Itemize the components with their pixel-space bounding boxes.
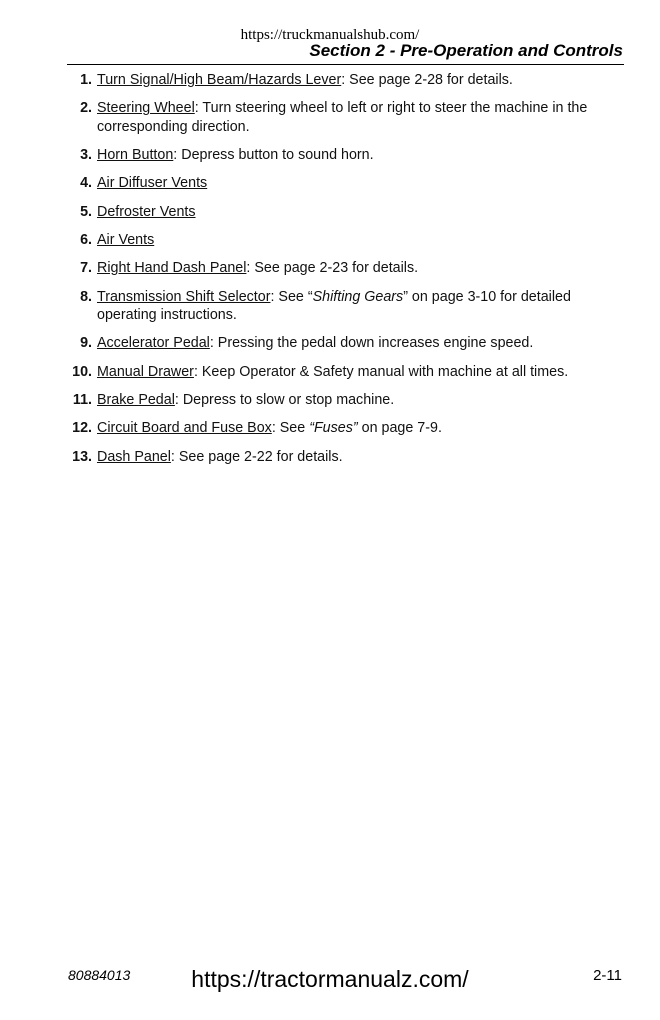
item-term: Transmission Shift Selector [97, 288, 271, 305]
item-number: 10. [72, 363, 92, 380]
item-term: Circuit Board and Fuse Box [97, 420, 272, 437]
item-term: Turn Signal/High Beam/Hazards Lever [97, 72, 342, 88]
item-description: : Pressing the pedal down increases engine speed. [209, 335, 534, 352]
list-item [60, 99, 620, 136]
list-item [60, 259, 620, 278]
header-divider [67, 64, 624, 65]
item-number: 3. [80, 147, 92, 164]
item-number: 8. [80, 288, 92, 305]
cross-reference: Shifting Gears [312, 288, 404, 305]
item-description: : See [271, 420, 310, 437]
item-description: : See page 2-22 for details. [170, 448, 343, 465]
item-description: : Turn steering wheel to left or right to steer the machine in the corresponding direction. [97, 100, 588, 135]
list-item [60, 448, 620, 467]
list-item [60, 71, 620, 90]
list-item [60, 288, 620, 325]
controls-legend-list [60, 71, 620, 476]
item-term: Air Diffuser Vents [97, 175, 208, 192]
item-term: Brake Pedal [97, 391, 175, 408]
item-number: 9. [80, 335, 92, 352]
item-term: Dash Panel [97, 448, 171, 465]
section-title: Section 2 - Pre-Operation and Controls [309, 41, 623, 60]
item-description: : See page 2-23 for details. [246, 260, 419, 277]
item-number: 2. [80, 100, 92, 117]
item-number: 4. [80, 175, 92, 192]
item-term: Accelerator Pedal [97, 335, 210, 352]
item-number: 5. [80, 203, 92, 220]
item-description: : Depress button to sound horn. [173, 147, 374, 164]
item-term: Horn Button [97, 147, 174, 164]
footer-watermark-url: https://tractormanualz.com/ [191, 966, 469, 992]
cross-reference: “Fuses” [309, 420, 358, 437]
item-number: 7. [80, 260, 92, 277]
item-term: Air Vents [97, 231, 155, 248]
list-item [60, 146, 620, 165]
list-item [60, 174, 620, 193]
item-number: 13. [72, 448, 92, 465]
list-item [60, 334, 620, 353]
item-term: Right Hand Dash Panel [97, 260, 247, 277]
list-item [60, 231, 620, 250]
item-term: Manual Drawer [97, 363, 194, 380]
item-number: 1. [80, 72, 92, 88]
item-term: Steering Wheel [97, 100, 195, 117]
list-item [60, 391, 620, 410]
item-description: : Depress to slow or stop machine. [174, 391, 395, 408]
item-description: : See “ [270, 288, 313, 305]
item-description-cont: ” on page 3-10 for detailed operating instructions. [97, 288, 571, 324]
item-description: : Keep Operator & Safety manual with machine at all times. [193, 363, 569, 380]
item-description: : See page 2-28 for details. [341, 72, 513, 88]
list-item [60, 363, 620, 382]
list-item [60, 419, 620, 438]
list-item [60, 203, 620, 222]
item-number: 12. [72, 420, 92, 437]
document-number: 80884013 [68, 967, 131, 983]
item-number: 6. [80, 231, 92, 248]
item-number: 11. [72, 391, 92, 408]
item-description-cont: on page 7-9. [357, 420, 442, 437]
item-term: Defroster Vents [97, 203, 196, 220]
page-number: 2-11 [593, 967, 622, 984]
top-watermark-url: https://truckmanualshub.com/ [240, 27, 420, 43]
